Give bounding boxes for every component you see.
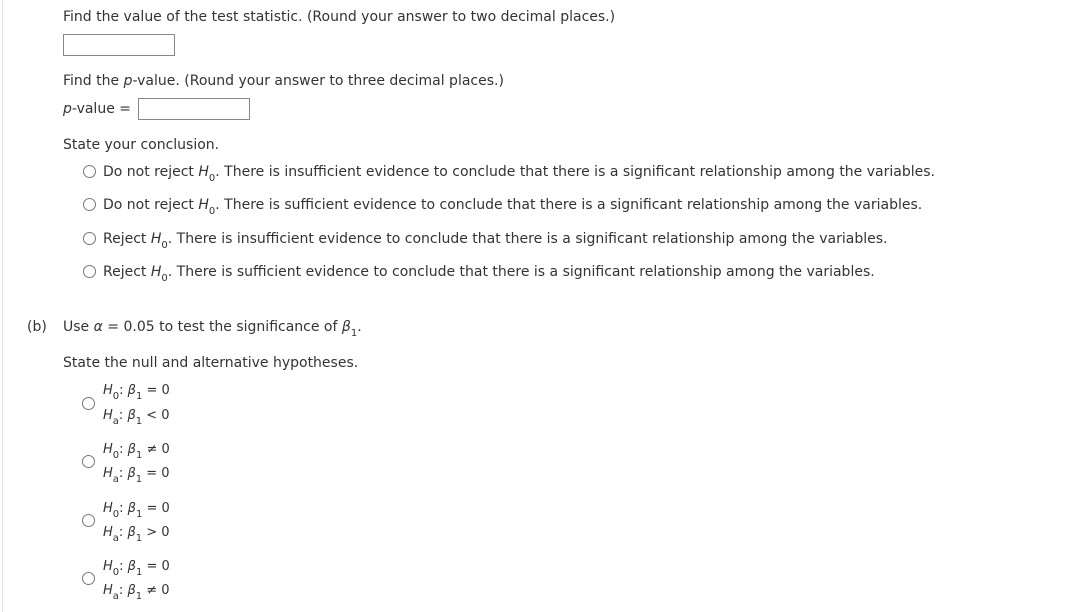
beta-subscript: 1 <box>135 567 143 578</box>
h0-relation: = 0 <box>146 501 170 516</box>
h0-symbol: H <box>103 383 113 398</box>
test-statistic-input[interactable] <box>63 34 175 56</box>
hypothesis-radio-1[interactable] <box>82 397 95 410</box>
conclusion-option-2[interactable] <box>103 197 923 217</box>
h0-subscript: 0 <box>112 567 120 578</box>
beta-subscript: 1 <box>135 509 143 520</box>
beta-symbol: β <box>341 319 351 335</box>
pvalue-prompt <box>63 73 504 89</box>
conclusion-radio-1[interactable] <box>83 165 96 178</box>
pvalue-prompt-text: Find the <box>63 73 124 89</box>
beta-subscript: 1 <box>135 450 143 461</box>
hypothesis-1-alt[interactable]: $H_a$: $\beta_1 < 0$ <box>103 408 170 427</box>
conclusion-option-1[interactable] <box>103 164 935 184</box>
hypothesis-1-null[interactable]: $H_0$: $\beta_1 = 0$ <box>103 383 170 402</box>
conclusion-option-4[interactable] <box>103 264 875 284</box>
pvalue-prompt-rest: -value. (Round your answer to three decimal places.) <box>132 73 504 89</box>
test-statistic-prompt: Find the value of the test statistic. (Round your answer to two decimal places.) <box>63 9 616 25</box>
option-text: Reject <box>103 264 151 280</box>
hypothesis-2-alt[interactable]: $H_a$: $\beta_1 = 0$ <box>103 466 170 485</box>
ha-symbol: H <box>103 583 113 598</box>
beta-symbol: β <box>127 466 136 481</box>
beta-symbol: β <box>127 501 136 516</box>
ha-symbol: H <box>103 408 113 423</box>
ha-subscript: a <box>112 416 119 427</box>
option-text: Reject <box>103 231 151 247</box>
beta-symbol: β <box>127 525 136 540</box>
ha-symbol: H <box>103 466 113 481</box>
part-b-instruction <box>63 319 362 339</box>
conclusion-radio-3[interactable] <box>83 232 96 245</box>
beta-subscript: 1 <box>135 391 143 402</box>
option-text: . There is sufficient evidence to conclude that there is a significant relationship among the variables. <box>167 264 875 280</box>
hypothesis-3-alt[interactable]: $H_a$: $\beta_1 > 0$ <box>103 525 170 544</box>
option-text: . There is insufficient evidence to conclude that there is a significant relationship among the variables. <box>215 164 935 180</box>
h-symbol: H <box>150 231 162 247</box>
ha-subscript: a <box>112 591 119 602</box>
hypothesis-radio-4[interactable] <box>82 572 95 585</box>
beta-symbol: β <box>127 408 136 423</box>
ha-relation: < 0 <box>146 408 170 423</box>
beta-subscript: 1 <box>135 474 143 485</box>
h-symbol: H <box>150 264 162 280</box>
beta-symbol: β <box>127 583 136 598</box>
h0-subscript: 0 <box>112 509 120 520</box>
beta-subscript: 1 <box>350 328 358 339</box>
left-border <box>2 0 3 612</box>
beta-symbol: β <box>127 383 136 398</box>
ha-relation: > 0 <box>146 525 170 540</box>
hypothesis-3-null[interactable]: $H_0$: $\beta_1 = 0$ <box>103 501 170 520</box>
h-subscript: 0 <box>161 240 168 251</box>
ha-relation: = 0 <box>146 466 170 481</box>
part-b-label: (b) <box>27 319 47 335</box>
h-subscript: 0 <box>208 173 216 184</box>
ha-relation: ≠ 0 <box>146 583 170 598</box>
h0-relation: = 0 <box>146 559 170 574</box>
pvalue-label <box>63 101 131 117</box>
pvalue-label-p: p <box>63 101 72 117</box>
pvalue-prompt-p: p <box>123 73 133 89</box>
beta-subscript: 1 <box>135 533 143 544</box>
pvalue-input[interactable] <box>138 98 250 120</box>
alpha-symbol: α <box>93 319 103 335</box>
h0-relation: ≠ 0 <box>146 442 170 457</box>
conclusion-prompt: State your conclusion. <box>63 137 220 153</box>
conclusion-radio-2[interactable] <box>83 198 96 211</box>
beta-symbol: β <box>127 559 136 574</box>
ha-symbol: H <box>103 525 113 540</box>
hypothesis-4-null[interactable]: $H_0$: $\beta_1 = 0$ <box>103 559 170 578</box>
hypothesis-radio-2[interactable] <box>82 455 95 468</box>
conclusion-option-3[interactable] <box>103 231 888 251</box>
ha-subscript: a <box>112 533 119 544</box>
option-text: Do not reject <box>103 197 199 213</box>
h0-subscript: 0 <box>112 450 120 461</box>
beta-subscript: 1 <box>135 591 143 602</box>
hypothesis-radio-3[interactable] <box>82 514 95 527</box>
h-symbol: H <box>198 164 209 180</box>
hypothesis-4-alt[interactable]: $H_a$: $\beta_1 \ne 0$ <box>103 583 170 602</box>
h-subscript: 0 <box>208 206 216 217</box>
beta-subscript: 1 <box>135 416 143 427</box>
instruction-text: = 0.05 to test the significance of <box>102 319 342 335</box>
option-text: . There is sufficient evidence to conclude that there is a significant relationship among the variables. <box>215 197 923 213</box>
instruction-text: Use <box>63 319 94 335</box>
h-symbol: H <box>198 197 209 213</box>
h0-symbol: H <box>103 442 113 457</box>
h-subscript: 0 <box>161 273 168 284</box>
option-text: . There is insufficient evidence to conclude that there is a significant relationship among the variables. <box>167 231 888 247</box>
hypotheses-prompt: State the null and alternative hypotheses. <box>63 355 359 371</box>
h0-relation: = 0 <box>146 383 170 398</box>
beta-symbol: β <box>127 442 136 457</box>
h0-symbol: H <box>103 559 113 574</box>
option-text: Do not reject <box>103 164 199 180</box>
h0-subscript: 0 <box>112 391 120 402</box>
ha-subscript: a <box>112 474 119 485</box>
hypothesis-2-null[interactable]: $H_0$: $\beta_1 \ne 0$ <box>103 442 170 461</box>
instruction-text: . <box>357 319 362 335</box>
h0-symbol: H <box>103 501 113 516</box>
conclusion-radio-4[interactable] <box>83 265 96 278</box>
pvalue-label-rest: -value = <box>71 101 131 117</box>
